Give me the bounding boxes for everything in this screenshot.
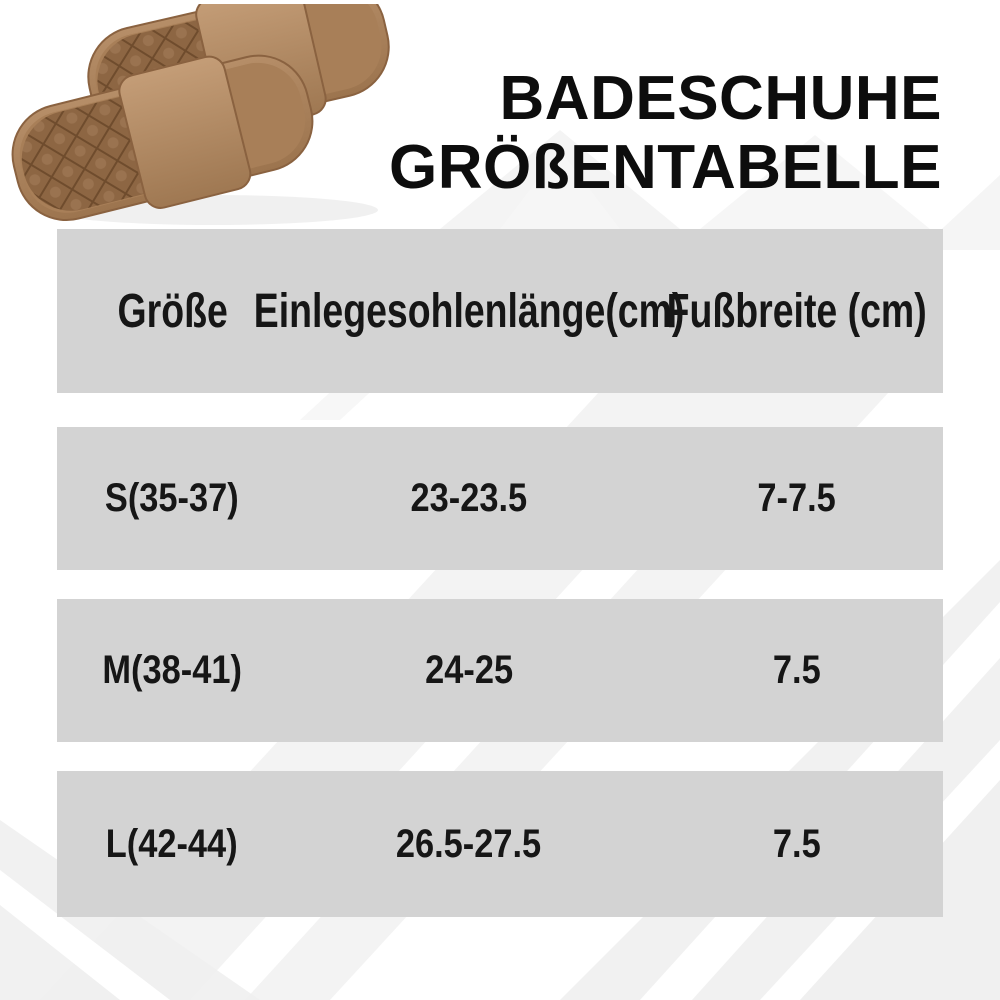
table-row-size-l — [57, 771, 943, 917]
slippers-image — [8, 4, 394, 232]
cell-foot-width-l: 7.5 — [772, 821, 821, 866]
cell-size-l: L(42-44) — [106, 821, 239, 866]
column-header-fussbreite: Fußbreite (cm) — [666, 284, 927, 338]
column-header-einlegesohlenlaenge: Einlegesohlenlänge(cm) — [253, 284, 685, 338]
cell-foot-width-m: 7.5 — [772, 648, 821, 692]
cell-size-s: S(35-37) — [105, 476, 240, 520]
size-table — [57, 229, 943, 917]
cell-size-m: M(38-41) — [102, 648, 242, 692]
cell-insole-length-l: 26.5-27.5 — [396, 821, 542, 866]
title-line-2: GRÖßENTABELLE — [389, 133, 942, 202]
column-header-groesse: Größe — [117, 284, 228, 338]
cell-insole-length-m: 24-25 — [424, 648, 513, 692]
cell-foot-width-s: 7-7.5 — [757, 476, 836, 520]
cell-insole-length-s: 23-23.5 — [410, 476, 528, 520]
title-line-1: BADESCHUHE — [499, 64, 942, 133]
slippers-illustration — [8, 4, 394, 232]
page-title — [389, 64, 942, 202]
table-row-size-m — [57, 599, 943, 742]
size-table-header-row — [57, 229, 943, 393]
table-row-size-s — [57, 427, 943, 570]
